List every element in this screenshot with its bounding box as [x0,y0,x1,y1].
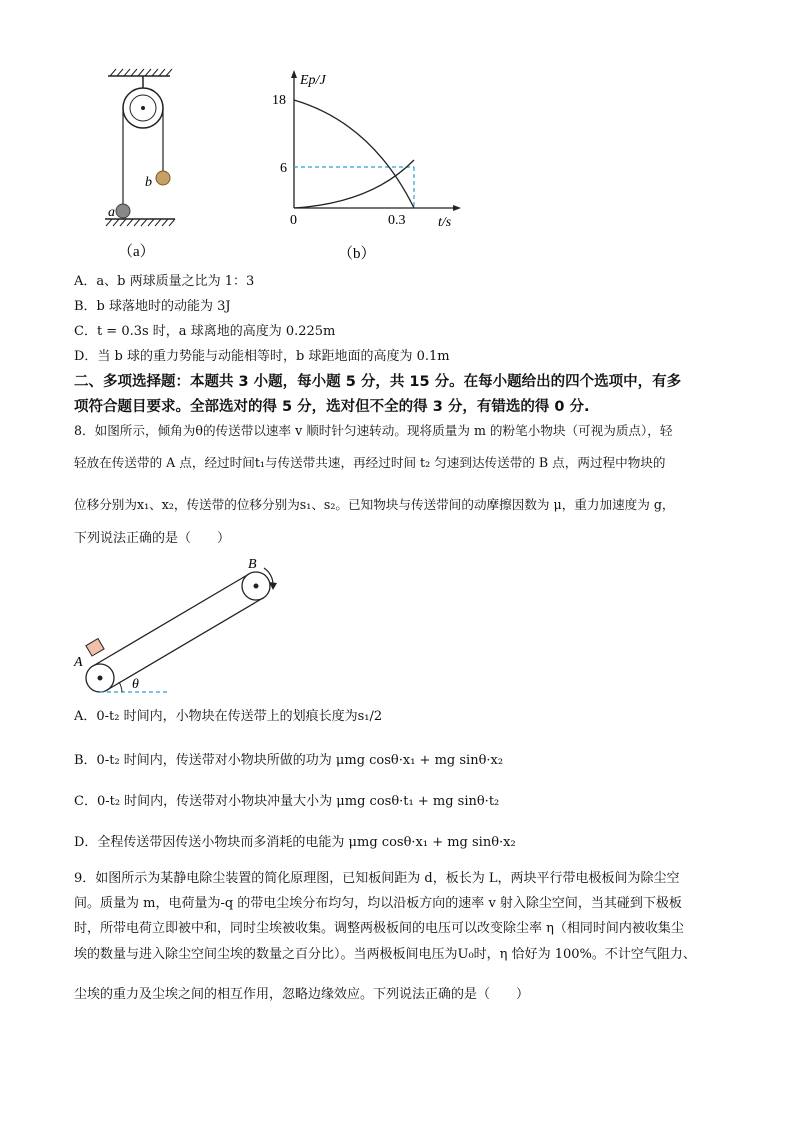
q8-stem-line3: 位移分别为x₁、x₂，传送带的位移分别为s₁、s₂。已知物块与传送带间的动摩擦因数为 μ，重力加速度为 g， [74,497,675,512]
q8-option-c: C．0-t₂ 时间内，传送带对小物块冲量大小为 μmg cosθ·t₁ + mg sinθ·t₂ [74,794,500,809]
q9-stem-line3: 时，所带电荷立即被中和，同时尘埃被收集。调整两极板间的电压可以改变除尘率 η（相同时间内被收集尘 [74,921,684,936]
x-axis-label: t/s [438,215,452,230]
tick-0: 0 [290,213,297,228]
q8-stem-line1: 8．如图所示，倾角为θ的传送带以速率 v 顺时针匀速转动。现将质量为 m 的粉笔小物块（可视为质点），轻 [74,423,673,438]
caption-b: （b） [338,246,376,262]
q7-option-b: B．b 球落地时的动能为 3J [74,299,231,314]
label-b: b [145,175,152,190]
section2-heading-line2: 项符合题目要求。全部选对的得 5 分，选对但不全的得 3 分，有错选的得 0 分. [74,399,590,415]
label-A: A [74,655,83,670]
q8-stem-line2: 轻放在传送带的 A 点，经过时间t₁与传送带共速，再经过时间 t₂ 匀速到达传送带的 B 点，两过程中物块的 [74,455,666,470]
y-axis-label: Ep/J [300,73,326,88]
q8-option-d: D．全程传送带因传送小物块而多消耗的电能为 μmg cosθ·x₁ + mg sinθ·x₂ [74,835,516,850]
label-a: a [108,205,115,220]
q7-option-c: C．t = 0.3s 时，a 球离地的高度为 0.225m [74,324,336,339]
caption-a: （a） [118,244,155,260]
label-theta: θ [132,677,139,692]
q9-stem-line2: 间。质量为 m，电荷量为-q 的带电尘埃分布均匀，均以沿板方向的速率 v 射入除尘空间，当其碰到下极板 [74,896,682,911]
q8-option-b: B．0-t₂ 时间内，传送带对小物块所做的功为 μmg cosθ·x₁ + mg sinθ·x₂ [74,753,504,768]
figure-a-pulley [100,64,210,264]
q8-option-a: A．0-t₂ 时间内，小物块在传送带上的划痕长度为s₁/2 [74,709,383,724]
q7-option-d: D．当 b 球的重力势能与动能相等时，b 球距地面的高度为 0.1m [74,349,450,364]
figure-b-graph [262,68,472,264]
figure-conveyor-belt [70,552,310,697]
q8-stem-line4: 下列说法正确的是（ ） [74,531,231,546]
q9-stem-line1: 9．如图所示为某静电除尘装置的简化原理图，已知板间距为 d，板长为 L，两块平行带电极板间为除尘空 [74,871,680,886]
label-B: B [248,557,257,572]
tick-18: 18 [272,93,286,108]
q9-stem-line4: 埃的数量与进入除尘空间尘埃的数量之百分比）。当两极板间电压为U₀时，η 恰好为 100%。不计空气阻力、 [74,947,696,962]
q9-stem-line5: 尘埃的重力及尘埃之间的相互作用，忽略边缘效应。下列说法正确的是（ ） [74,987,530,1002]
tick-6: 6 [280,161,287,176]
section2-heading-line1: 二、多项选择题：本题共 3 小题，每小题 5 分，共 15 分。在每小题给出的四个选项中，有多 [74,374,682,390]
q7-option-a: A．a、b 两球质量之比为 1：3 [74,274,255,289]
tick-0-3: 0.3 [388,213,406,228]
